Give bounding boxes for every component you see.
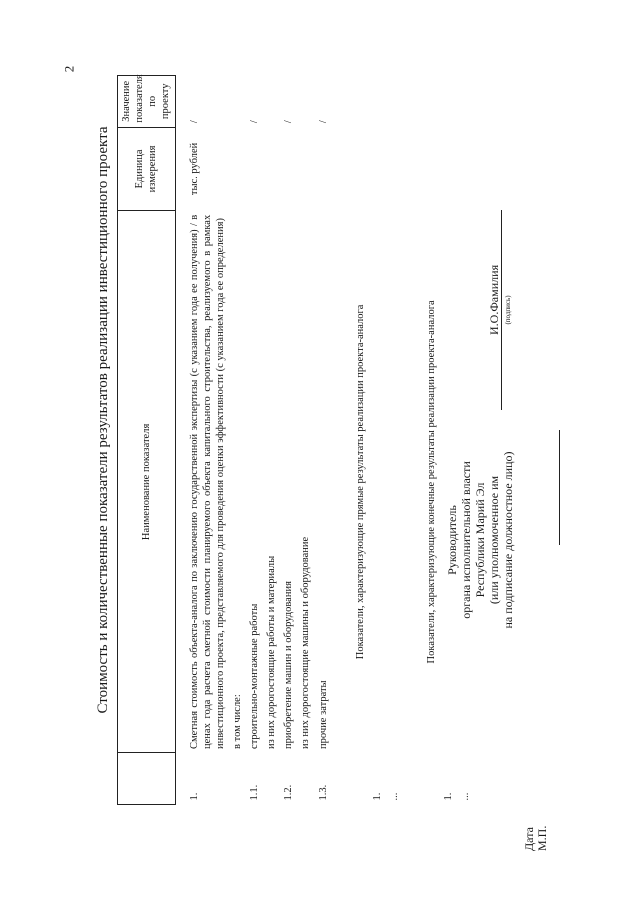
row-name: приобретение машин и оборудования	[283, 581, 295, 749]
row-ellipsis: ...	[460, 792, 472, 801]
table-row	[186, 76, 229, 805]
header-name: Наименование показателя	[118, 211, 176, 753]
row-name: Сметная стоимость объекта-аналога по заключению государственной экспертизы (с указанием года ее получения) / в ценах года расчета сметной стоимости планируемого объекта капитального строительства, реализуемого в рамках инвестиционного проекта, представляемого для проведения оценки эффективности (с указанием года ее определения)	[188, 214, 226, 749]
row-unit	[263, 127, 280, 211]
row-number: 1.2.	[283, 784, 295, 801]
document-title: Стоимость и количественные показатели результатов реализации инвестиционного проекта	[95, 126, 111, 714]
table-row	[229, 76, 246, 805]
table-row	[315, 76, 332, 805]
signature-caption: (подпись)	[504, 295, 512, 325]
row-value	[229, 76, 246, 128]
row-number	[229, 753, 246, 805]
role-line: (или уполномоченное им	[487, 475, 501, 605]
row-unit	[229, 127, 246, 211]
table-row	[280, 76, 297, 805]
row-value: /	[283, 120, 295, 124]
table-row	[297, 76, 314, 805]
section-header-row	[332, 76, 369, 805]
row-number: 1.3.	[317, 784, 329, 801]
date-stamp-block	[523, 826, 549, 851]
row-unit: тыс. рублей	[188, 142, 200, 196]
signatory-name: И.О.Фамилия	[487, 264, 501, 335]
rotated-page-content	[85, 75, 605, 855]
date-label: Дата	[522, 827, 536, 851]
signature-block	[445, 105, 565, 665]
table-header-row	[118, 76, 176, 805]
row-number: 1.1.	[249, 784, 260, 801]
section-header-row	[403, 76, 440, 805]
row-value: /	[249, 120, 260, 124]
date-line	[559, 430, 560, 545]
row-number: 1.	[371, 792, 383, 801]
page-number: 2	[61, 65, 77, 73]
role-line: органа исполнительной власти	[459, 461, 473, 619]
row-name: из них дорогостоящие машины и оборудование	[300, 536, 312, 749]
table-row	[369, 76, 386, 805]
role-line: на подписание должностное лицо)	[501, 451, 515, 629]
row-number: 1.	[188, 792, 200, 801]
role-line: Руководитель	[445, 505, 459, 575]
table-row	[263, 76, 280, 805]
row-unit	[315, 127, 332, 211]
indicators-table	[117, 75, 474, 805]
header-value: Значение показателя по проекту	[118, 76, 176, 128]
row-name: в том числе:	[231, 694, 243, 749]
row-unit	[280, 127, 297, 211]
row-value	[297, 76, 314, 128]
row-name: прочие затраты	[317, 680, 329, 749]
row-unit	[246, 127, 263, 211]
row-name: из них дорогостоящие работы и материалы	[266, 555, 278, 749]
row-value: /	[317, 120, 329, 124]
section-title-direct: Показатели, характеризующие прямые результаты реализации проекта-аналога	[354, 304, 366, 660]
row-number	[297, 753, 314, 805]
row-ellipsis: ...	[388, 792, 400, 801]
row-unit	[297, 127, 314, 211]
row-number	[263, 753, 280, 805]
header-number	[118, 753, 176, 805]
table-row	[386, 76, 403, 805]
header-unit: Единица измерения	[118, 127, 176, 211]
role-line: Республики Марий Эл	[473, 482, 487, 598]
row-value	[263, 76, 280, 128]
row-number: 1.	[443, 792, 455, 801]
table-row	[246, 76, 263, 805]
section-title-final: Показатели, характеризующие конечные результаты реализации проекта-аналога	[426, 300, 437, 664]
signatory-role	[445, 415, 515, 665]
row-name: строительно-монтажные работы	[249, 603, 260, 749]
stamp-label: М.П.	[535, 825, 549, 851]
row-value: /	[188, 120, 200, 124]
